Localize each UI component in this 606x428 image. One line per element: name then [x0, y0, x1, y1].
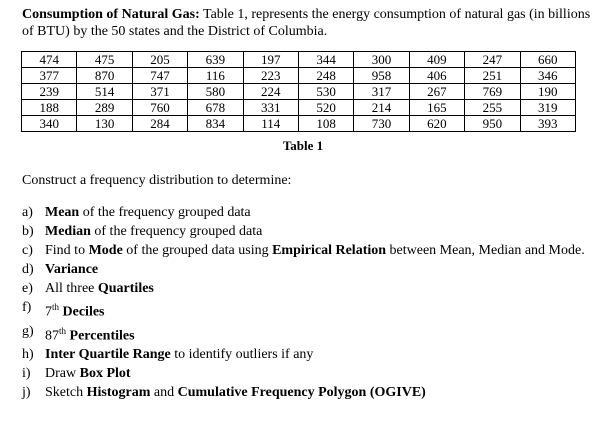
question-item [22, 279, 592, 298]
table-caption: Table 1 [282, 138, 324, 153]
question-text: to identify outliers if any [170, 347, 314, 363]
table-cell: 317 [354, 84, 409, 100]
question-text: of the grouped data using [122, 243, 273, 258]
question-label: g) [22, 323, 34, 339]
question-text: th [59, 325, 67, 336]
question-text: All three [45, 281, 98, 296]
table-row [22, 100, 576, 116]
question-text: and [150, 385, 178, 401]
table-cell: 377 [22, 68, 77, 84]
table-cell: 639 [188, 52, 243, 68]
question-text: Empirical Relation [272, 243, 387, 258]
question-text: Sketch [45, 385, 87, 401]
intro-text: Table 1, represents the energy consumption of natural gas (in billions of BTU) by the 50 states and the District of Columbia. [22, 7, 591, 39]
table-cell: 116 [188, 68, 243, 84]
question-text: Inter Quartile Range [45, 347, 171, 363]
table-cell: 284 [132, 116, 187, 132]
question-item [22, 203, 592, 222]
question-text: Median [45, 224, 91, 239]
table-cell: 188 [22, 100, 77, 116]
table-cell: 197 [243, 52, 298, 68]
question-item [22, 241, 592, 260]
table-cell: 247 [465, 52, 520, 68]
table-cell: 224 [243, 84, 298, 100]
table-cell: 190 [520, 84, 575, 100]
table-cell: 520 [298, 100, 353, 116]
question-text: Deciles [59, 304, 105, 320]
question-text: Cumulative Frequency Polygon (OGIVE) [177, 385, 426, 401]
table-cell: 730 [354, 116, 409, 132]
question-label: h) [22, 347, 34, 363]
table-cell: 130 [77, 116, 132, 132]
question-text: Find to [45, 243, 89, 258]
table-cell: 514 [77, 84, 132, 100]
table-cell: 165 [409, 100, 464, 116]
question-list [22, 203, 592, 402]
table-row [22, 116, 576, 132]
question-text: of the frequency grouped data [79, 205, 251, 220]
table-cell: 251 [465, 68, 520, 84]
question-text: 7 [45, 304, 52, 320]
question-label: i) [22, 366, 31, 382]
table-cell: 223 [243, 68, 298, 84]
table-cell: 769 [465, 84, 520, 100]
table-cell: 834 [188, 116, 243, 132]
question-item [22, 322, 592, 346]
question-label: f) [22, 300, 32, 315]
table-cell: 300 [354, 52, 409, 68]
table-cell: 475 [77, 52, 132, 68]
question-text: Histogram [86, 385, 151, 401]
table-cell: 870 [77, 68, 132, 84]
question-label: b) [22, 224, 34, 239]
table-cell: 660 [520, 52, 575, 68]
intro-title: Consumption of Natural Gas: [22, 7, 200, 22]
question-text: Box Plot [79, 366, 131, 382]
table-cell: 114 [243, 116, 298, 132]
table-cell: 580 [188, 84, 243, 100]
question-label: d) [22, 262, 34, 277]
table-cell: 406 [409, 68, 464, 84]
question-text: 87 [45, 328, 59, 344]
table-cell: 747 [132, 68, 187, 84]
table-cell: 393 [520, 116, 575, 132]
question-text: Percentiles [66, 328, 135, 344]
table-cell: 344 [298, 52, 353, 68]
table-cell: 409 [409, 52, 464, 68]
table-cell: 371 [132, 84, 187, 100]
table-cell: 319 [520, 100, 575, 116]
question-item [22, 260, 592, 279]
question-text: Variance [45, 262, 99, 277]
table-cell: 346 [520, 68, 575, 84]
table-cell: 678 [188, 100, 243, 116]
table-row [22, 84, 576, 100]
table-cell: 331 [243, 100, 298, 116]
table-cell: 760 [132, 100, 187, 116]
question-label: c) [22, 243, 33, 258]
question-item [22, 345, 592, 364]
question-text: Mode [88, 243, 123, 258]
question-text: Mean [45, 205, 80, 220]
table-cell: 289 [77, 100, 132, 116]
question-text: between Mean, Median and Mode. [386, 243, 585, 258]
table-cell: 255 [465, 100, 520, 116]
question-text: Draw [45, 366, 80, 382]
question-item [22, 298, 592, 322]
table-cell: 108 [298, 116, 353, 132]
question-text: th [52, 302, 60, 312]
question-label: j) [22, 385, 31, 401]
table-row [22, 68, 576, 84]
intro-paragraph [22, 6, 592, 40]
question-label: a) [22, 205, 33, 220]
table-row [22, 52, 576, 68]
table-cell: 214 [354, 100, 409, 116]
table-body [22, 52, 576, 132]
table-cell: 248 [298, 68, 353, 84]
question-text: of the frequency grouped data [90, 224, 263, 239]
question-label: e) [22, 281, 33, 296]
instruction-text: Construct a frequency distribution to determine: [22, 173, 292, 188]
table-cell: 950 [465, 116, 520, 132]
question-text: Quartiles [97, 281, 154, 296]
table-cell: 620 [409, 116, 464, 132]
question-item [22, 364, 592, 383]
question-item [22, 383, 592, 402]
table-cell: 530 [298, 84, 353, 100]
table-cell: 267 [409, 84, 464, 100]
table-cell: 958 [354, 68, 409, 84]
question-item [22, 222, 592, 241]
table-cell: 239 [22, 84, 77, 100]
table-cell: 205 [132, 52, 187, 68]
gas-consumption-table [21, 51, 576, 132]
table-cell: 474 [22, 52, 77, 68]
table-cell: 340 [22, 116, 77, 132]
